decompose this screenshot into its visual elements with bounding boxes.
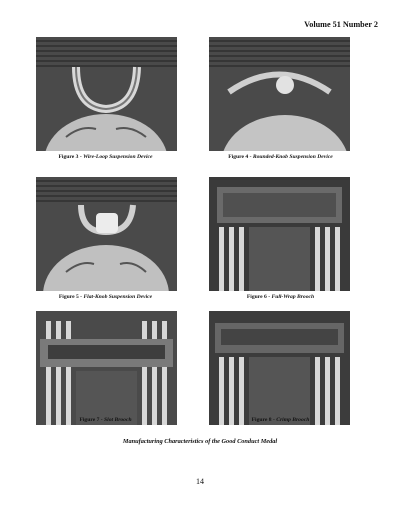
slot-brooch-illustration: [36, 311, 177, 425]
figure-5-number: Figure 5 -: [58, 294, 84, 300]
page-number: 14: [196, 477, 204, 486]
figure-5-title: Flat-Knob Suspension Device: [83, 294, 153, 300]
figure-3-title: Wire-Loop Suspension Device: [83, 154, 153, 160]
figure-6-photo: [209, 177, 350, 291]
figure-4-number: Figure 4 -: [228, 154, 253, 160]
figure-7-title: Slot Brooch: [104, 417, 132, 423]
figure-7-caption: [18, 417, 193, 423]
figure-3-number: Figure 3 -: [58, 154, 84, 160]
full-wrap-brooch-illustration: [209, 177, 350, 291]
figure-8-photo: [209, 311, 350, 425]
figure-4-title: Rounded-Knob Suspension Device: [252, 154, 333, 160]
figure-8-title: Crimp Brooch: [276, 417, 310, 423]
figure-4-caption: [193, 154, 368, 160]
figure-3-caption: [18, 154, 193, 160]
figure-5-photo: [36, 177, 177, 291]
figure-8-caption: [193, 417, 368, 423]
figure-7-number: Figure 7 -: [79, 417, 105, 423]
figure-4-photo: [209, 37, 350, 151]
plate-caption: Manufacturing Characteristics of the Good Conduct Medal: [122, 438, 278, 445]
figure-5-caption: [18, 294, 193, 300]
figure-6-title: Full-Wrap Brooch: [271, 294, 315, 300]
figure-7-photo: [36, 311, 177, 425]
rounded-knob-illustration: [209, 37, 350, 151]
figure-6-caption: [193, 294, 368, 300]
figure-8-number: Figure 8 -: [251, 417, 277, 423]
figure-6-number: Figure 6 -: [246, 294, 272, 300]
figure-3-photo: [36, 37, 177, 151]
wire-loop-illustration: [36, 37, 177, 151]
running-header: Volume 51 Number 2: [304, 20, 378, 29]
flat-knob-illustration: [36, 177, 177, 291]
crimp-brooch-illustration: [209, 311, 350, 425]
